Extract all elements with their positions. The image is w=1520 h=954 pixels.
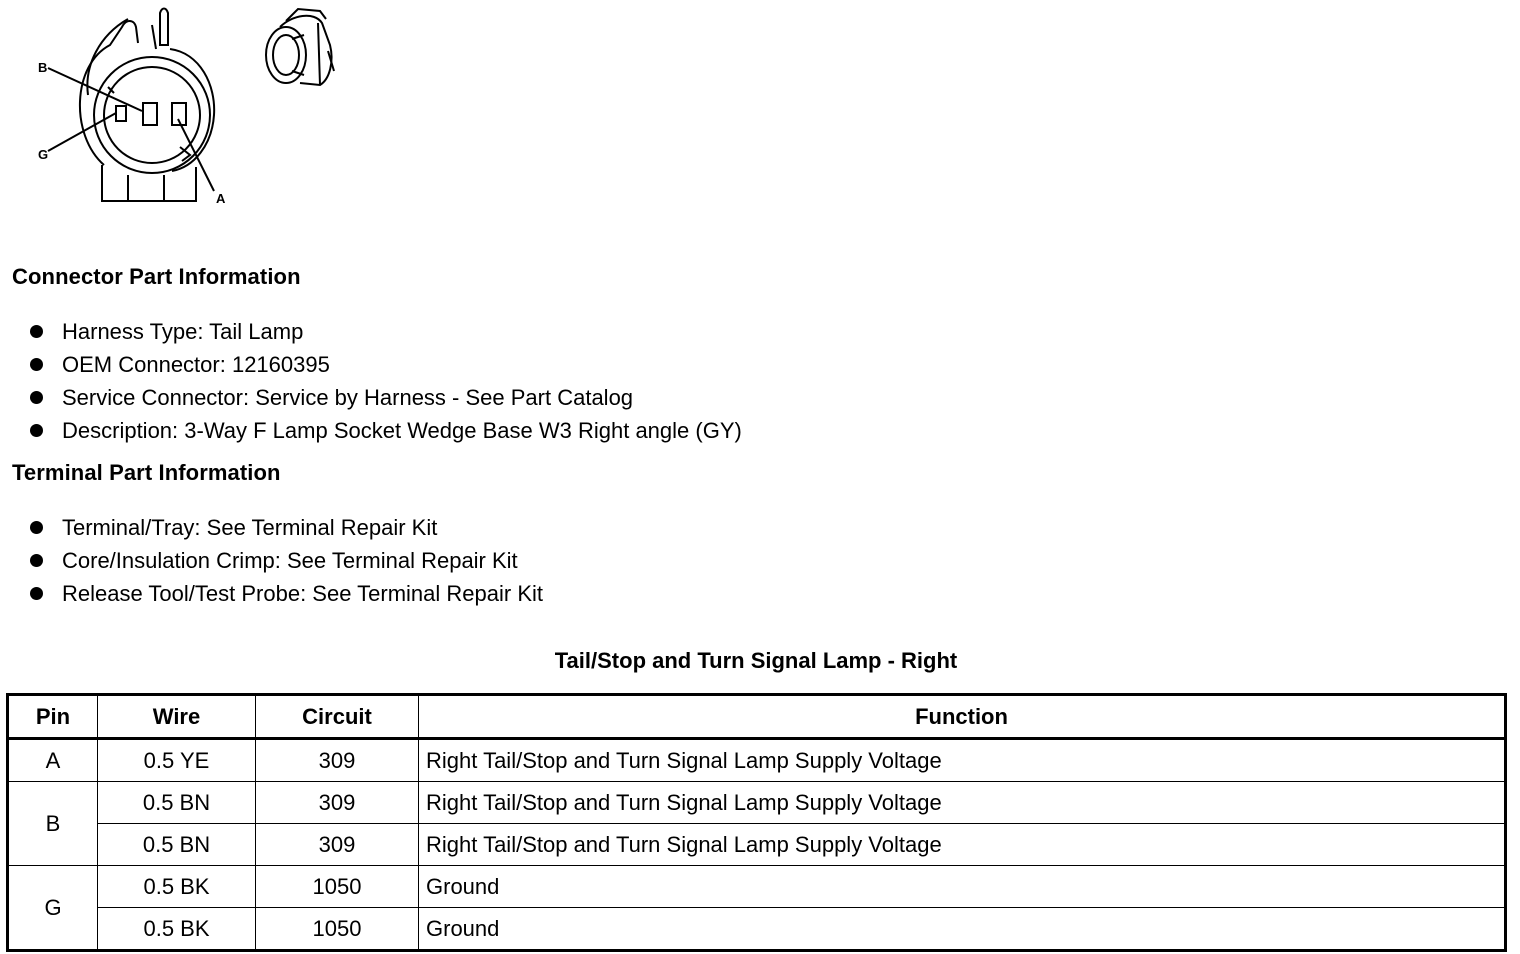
table-row bbox=[8, 739, 1506, 782]
cell-wire: 0.5 BK bbox=[98, 866, 256, 908]
cell-pin: G bbox=[8, 866, 98, 951]
cell-pin: A bbox=[8, 739, 98, 782]
table-row bbox=[8, 866, 1506, 908]
list-item: Core/Insulation Crimp: See Terminal Repair Kit bbox=[28, 544, 543, 577]
cell-wire: 0.5 BK bbox=[98, 908, 256, 951]
cell-wire: 0.5 BN bbox=[98, 824, 256, 866]
bullet-icon bbox=[30, 358, 43, 371]
header-wire: Wire bbox=[98, 695, 256, 739]
bullet-icon bbox=[30, 325, 43, 338]
cell-wire: 0.5 YE bbox=[98, 739, 256, 782]
table-header-row bbox=[8, 695, 1506, 739]
cell-wire: 0.5 BN bbox=[98, 782, 256, 824]
header-function: Function bbox=[419, 695, 1506, 739]
header-pin: Pin bbox=[8, 695, 98, 739]
list-item: Terminal/Tray: See Terminal Repair Kit bbox=[28, 511, 543, 544]
list-item: Harness Type: Tail Lamp bbox=[28, 315, 742, 348]
connector-info-list bbox=[28, 315, 742, 447]
cell-function: Ground bbox=[419, 866, 1506, 908]
cell-circuit: 309 bbox=[256, 782, 419, 824]
terminal-info-list bbox=[28, 511, 543, 610]
connector-3d-icon bbox=[266, 9, 334, 85]
cell-function: Ground bbox=[419, 908, 1506, 951]
list-item: Service Connector: Service by Harness - See Part Catalog bbox=[28, 381, 742, 414]
cell-pin: B bbox=[8, 782, 98, 866]
pin-label-g: G bbox=[38, 147, 49, 162]
bullet-icon bbox=[30, 587, 43, 600]
cell-function: Right Tail/Stop and Turn Signal Lamp Supply Voltage bbox=[419, 824, 1506, 866]
connector-face-drawing bbox=[48, 9, 214, 202]
table-row bbox=[8, 908, 1506, 951]
connector-info-heading: Connector Part Information bbox=[12, 264, 301, 289]
pin-label-a: A bbox=[216, 191, 226, 206]
connector-diagram bbox=[30, 5, 350, 220]
cell-circuit: 1050 bbox=[256, 908, 419, 951]
cell-function: Right Tail/Stop and Turn Signal Lamp Supply Voltage bbox=[419, 739, 1506, 782]
terminal-info-heading: Terminal Part Information bbox=[12, 460, 281, 485]
cell-circuit: 309 bbox=[256, 824, 419, 866]
list-item: Release Tool/Test Probe: See Terminal Repair Kit bbox=[28, 577, 543, 610]
bullet-icon bbox=[30, 521, 43, 534]
bullet-icon bbox=[30, 424, 43, 437]
bullet-icon bbox=[30, 391, 43, 404]
list-item: Description: 3-Way F Lamp Socket Wedge Base W3 Right angle (GY) bbox=[28, 414, 742, 447]
pin-label-b: B bbox=[38, 60, 48, 75]
cell-function: Right Tail/Stop and Turn Signal Lamp Supply Voltage bbox=[419, 782, 1506, 824]
cell-circuit: 309 bbox=[256, 739, 419, 782]
bullet-icon bbox=[30, 554, 43, 567]
list-item: OEM Connector: 12160395 bbox=[28, 348, 742, 381]
table-row bbox=[8, 782, 1506, 824]
table-row bbox=[8, 824, 1506, 866]
pinout-table bbox=[6, 693, 1507, 952]
cell-circuit: 1050 bbox=[256, 866, 419, 908]
header-circuit: Circuit bbox=[256, 695, 419, 739]
table-title: Tail/Stop and Turn Signal Lamp - Right bbox=[554, 648, 958, 673]
